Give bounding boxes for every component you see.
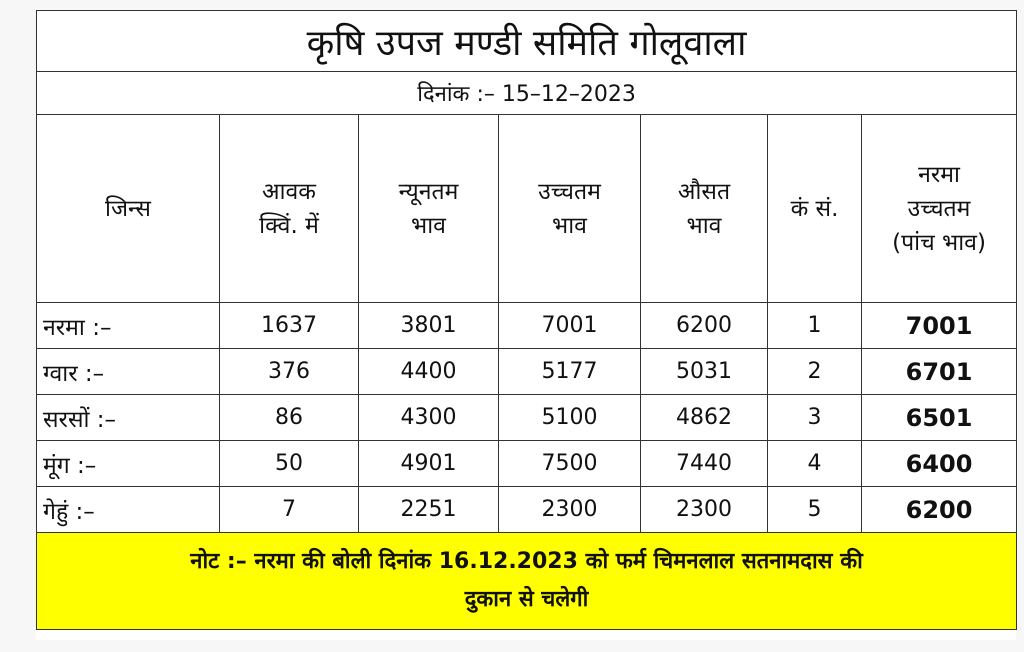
max-price-value: 5100 (499, 395, 641, 441)
max-price-value: 5177 (499, 349, 641, 395)
avg-price-value: 6200 (641, 303, 768, 349)
date-label: दिनांक :– 15–12–2023 (37, 72, 1017, 115)
arrival-value: 50 (220, 441, 359, 487)
min-price-value: 3801 (359, 303, 499, 349)
note-box (37, 533, 1017, 630)
header-arrival: आवक क्विं. में (220, 115, 359, 303)
table-row (37, 303, 1017, 349)
min-price-value: 4901 (359, 441, 499, 487)
narma-high-value: 6501 (862, 395, 1017, 441)
serial-no-value: 4 (768, 441, 862, 487)
header-serial-no: कं सं. (768, 115, 862, 303)
table-row (37, 395, 1017, 441)
arrival-value: 1637 (220, 303, 359, 349)
table-row (37, 441, 1017, 487)
max-price-value: 2300 (499, 487, 641, 533)
commodity-name: ग्वार :– (37, 349, 220, 395)
avg-price-value: 5031 (641, 349, 768, 395)
header-row (37, 115, 1017, 303)
min-price-value: 2251 (359, 487, 499, 533)
avg-price-value: 7440 (641, 441, 768, 487)
avg-price-value: 2300 (641, 487, 768, 533)
avg-price-value: 4862 (641, 395, 768, 441)
price-table (36, 10, 1017, 630)
max-price-value: 7500 (499, 441, 641, 487)
header-avg-price: औसत भाव (641, 115, 768, 303)
header-commodity: जिन्स (37, 115, 220, 303)
serial-no-value: 3 (768, 395, 862, 441)
narma-high-value: 6400 (862, 441, 1017, 487)
commodity-name: मूंग :– (37, 441, 220, 487)
serial-no-value: 5 (768, 487, 862, 533)
min-price-value: 4400 (359, 349, 499, 395)
note-line-1: नोट :– नरमा की बोली दिनांक 16.12.2023 को फर्म चिमनलाल सतनामदास की (190, 549, 863, 574)
mandi-price-sheet (36, 10, 1016, 640)
commodity-name: सरसों :– (37, 395, 220, 441)
arrival-value: 86 (220, 395, 359, 441)
serial-no-value: 1 (768, 303, 862, 349)
header-narma-high: नरमा उच्चतम (पांच भाव) (862, 115, 1017, 303)
commodity-name: नरमा :– (37, 303, 220, 349)
header-min-price: न्यूनतम भाव (359, 115, 499, 303)
narma-high-value: 7001 (862, 303, 1017, 349)
table-row (37, 349, 1017, 395)
max-price-value: 7001 (499, 303, 641, 349)
arrival-value: 376 (220, 349, 359, 395)
arrival-value: 7 (220, 487, 359, 533)
page-title: कृषि उपज मण्डी समिति गोलूवाला (37, 11, 1017, 72)
commodity-name: गेहुं :– (37, 487, 220, 533)
table-row (37, 487, 1017, 533)
narma-high-value: 6701 (862, 349, 1017, 395)
min-price-value: 4300 (359, 395, 499, 441)
narma-high-value: 6200 (862, 487, 1017, 533)
serial-no-value: 2 (768, 349, 862, 395)
note-line-2: दुकान से चलेगी (464, 587, 589, 612)
header-max-price: उच्चतम भाव (499, 115, 641, 303)
